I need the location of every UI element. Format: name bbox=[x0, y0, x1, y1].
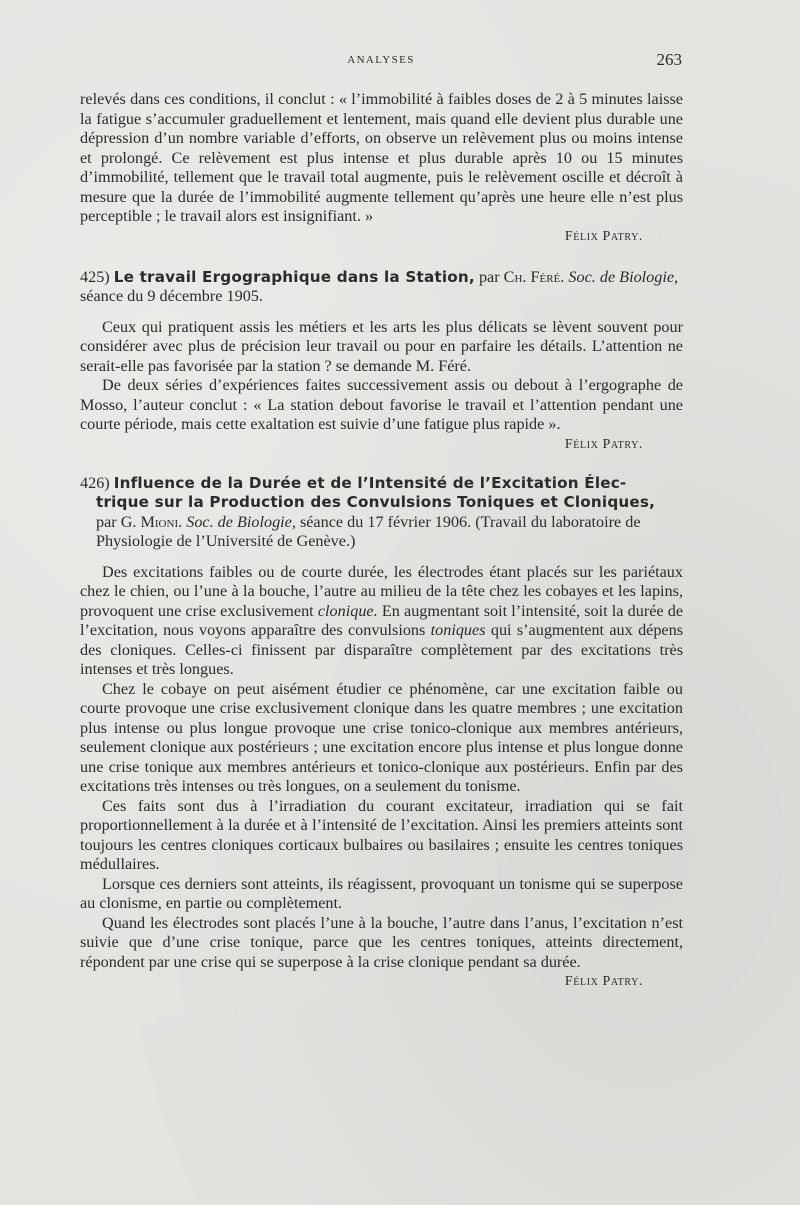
signature: Félix Patry. bbox=[564, 228, 643, 244]
article-426-paragraph-5: Quand les électrodes sont placés l’une à la bouche, l’autre dans l’anus, l’excitation n’est suivie que d’une crise tonique, parce que les centres toniques, atteints directement, répondent par une crise qui se superpose à la crise clonique pendant sa durée. bbox=[80, 913, 683, 971]
text-run: Des excitations faibles ou de courte durée, les électrodes étant placés sur les pariétaux chez le chien, ou l’une à la bouche, l’autre au milieu de la tête chez les cobayes et les lapins, provoquent une crise exclusivement bbox=[80, 562, 683, 620]
text-column bbox=[80, 90, 683, 991]
article-title-line-1: Influence de la Durée et de l’Intensité de l’Excitation Élec- bbox=[113, 473, 627, 492]
article-number: 426) bbox=[80, 473, 110, 492]
text-run: En augmentant soit l’intensité, soit la durée de l’excitation, nous voyons apparaître des convulsions bbox=[80, 601, 684, 639]
article-title-line-2: trique sur la Production des Convulsions Toniques et Cloniques, bbox=[96, 493, 656, 511]
article-426-heading bbox=[80, 474, 683, 552]
article-author: G. Mioni. bbox=[120, 512, 183, 531]
article-426-paragraph-2: Chez le cobaye on peut aisément étudier ce phénomène, car une excitation faible ou courte provoque une crise exclusivement clonique dans les quatre membres ; une excitation plus intense ou plus longue provoque une crise tonico-clonique aux membres antérieurs, seulement clonique aux postérieurs ; une excitation encore plus intense et plus longue donne une crise tonique aux membres antérieurs et tonico-clonique aux postérieurs. Enfin par des excitations très intenses ou très longues, on a seulement du tonisme. bbox=[80, 679, 683, 795]
emphasis: clonique. bbox=[317, 601, 378, 620]
signature: Félix Patry. bbox=[564, 974, 643, 989]
signature: Félix Patry. bbox=[564, 436, 643, 452]
article-title: Le travail Ergographique dans la Station, bbox=[113, 267, 475, 286]
page-header bbox=[80, 50, 682, 72]
article-session: séance du 9 décembre 1905. bbox=[80, 287, 263, 305]
article-426-paragraph-4: Lorsque ces derniers sont atteints, ils réagissent, provoquant un tonisme qui se superpose au clonisme, en partie ou complètement. bbox=[80, 874, 683, 912]
by-label: par bbox=[96, 512, 117, 531]
text-run: qui s’augmentent aux dépens des cloniques. Celles-ci finissent par disparaître complètement par des excitations très intenses et très longues. bbox=[80, 621, 684, 678]
page-number: 263 bbox=[656, 50, 682, 69]
article-425-heading bbox=[80, 268, 683, 307]
by-label: par bbox=[478, 267, 500, 286]
article-author: Ch. Féré. bbox=[503, 267, 565, 286]
article-source: Soc. de Biologie, bbox=[568, 267, 679, 286]
article-source: Soc. de Biologie, bbox=[186, 512, 296, 531]
article-number: 425) bbox=[80, 267, 110, 286]
article-426-paragraph-1 bbox=[80, 563, 683, 680]
article-426-paragraph-3: Ces faits sont dus à l’irradiation du courant excitateur, irradiation qui se fait proportionnellement à la durée et à l’intensité de l’excitation. Ainsi les premiers atteints sont toujours les centres cloniques corticaux bulbaires ou basilaires ; ensuite les centres toniques médullaires. bbox=[80, 796, 683, 873]
article-session: séance du 17 février 1906. (Travail du laboratoire de Physiologie de l’Université de Genève.) bbox=[96, 512, 641, 550]
prev-article-paragraph: relevés dans ces conditions, il conclut : « l’immobilité à faibles doses de 2 à 5 minutes laisse la fatigue s’accumuler graduellement et lentement, mais quand elle devient plus durable une dépression d’un nombre variable d’efforts, on observe un relèvement plus ou moins intense et prolongé. Ce relèvement est plus intense et plus durable après 10 ou 15 minutes d’immobilité, tellement que le travail total augmente, puis le relèvement oscille et décroît à mesure que la durée de l’immobilité augmente tellement qu’après une heure elle n’est plus perceptible ; le travail alors est insignifiant. » bbox=[80, 90, 683, 225]
emphasis: toniques bbox=[430, 621, 486, 639]
article-425-paragraph-1: Ceux qui pratiquent assis les métiers et les arts les plus délicats se lèvent souvent pour considérer avec plus de précision leur travail ou pour en parfaire les détails. L’attention ne serait-elle pas favorisée par la station ? se demande M. Féré. bbox=[80, 317, 683, 375]
running-head: ANALYSES bbox=[347, 54, 415, 66]
article-425-paragraph-2: De deux séries d’expériences faites successivement assis ou debout à l’ergographe de Mosso, l’auteur conclut : « La station debout favorise le travail et l’attention pendant une courte période, mais cette exaltation est suivie d’une fatigue plus rapide ». bbox=[80, 376, 683, 433]
